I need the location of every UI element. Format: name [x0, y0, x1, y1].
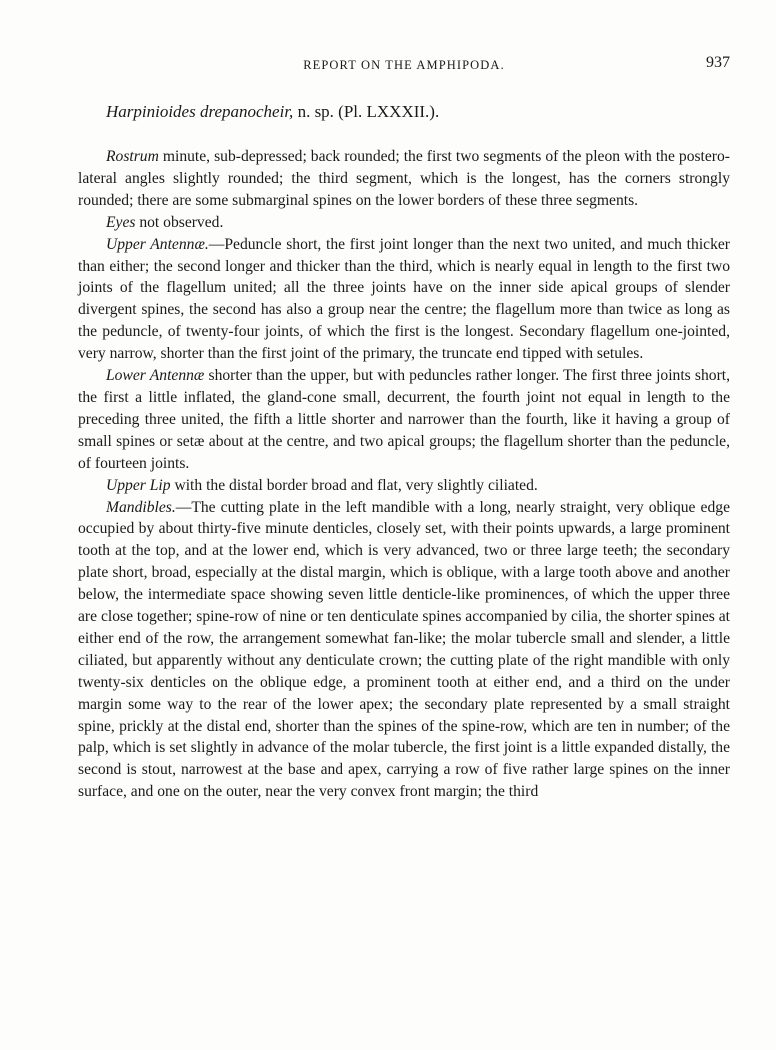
paragraph-lead: Eyes: [106, 213, 136, 231]
paragraph-lead: Upper Lip: [106, 476, 171, 494]
species-name: Harpinioides drepanocheir,: [106, 102, 294, 121]
paragraph-upper-lip: [78, 475, 730, 497]
paragraph-lower-antennae: [78, 365, 730, 475]
species-note: n. sp. (Pl. LXXXII.).: [293, 102, 440, 121]
page-number: 937: [706, 54, 730, 71]
paragraph-eyes: [78, 212, 730, 234]
paragraph-lead: Upper Antennæ.: [106, 235, 209, 253]
paragraph-lead: Mandibles.: [106, 498, 176, 516]
paragraph-text: with the distal border broad and flat, very slightly ciliated.: [170, 476, 538, 494]
page-header: [78, 52, 730, 80]
paragraph-mandibles: [78, 497, 730, 804]
paragraph-text: minute, sub-depressed; back rounded; the first two segments of the pleon with the postero-lateral angles slightly rounded; the third segment, which is the longest, has the corners strongly rounded; there are some submarginal spines on the lower borders of these three segments.: [78, 148, 730, 209]
document-page: [78, 52, 730, 803]
paragraph-text: shorter than the upper, but with peduncles rather longer. The first three joints short, the first a little inflated, the gland-cone small, decurrent, the fourth joint not equal in length to the preceding three united, the fifth a little shorter and narrower than the fourth, like it having a group of small spines or setæ about at the centre, and two apical groups; the flagellum shorter than the peduncle, of fourteen joints.: [78, 367, 730, 472]
paragraph-upper-antennae: [78, 234, 730, 365]
paragraph-text: —The cutting plate in the left mandible with a long, nearly straight, very oblique edge occupied by about thirty-five minute denticles, closely set, with their points upwards, a large prominent tooth at the top, and at the lower end, which is very advanced, two or three large teeth; the secondary plate short, broad, especially at the distal margin, which is oblique, with a large tooth above and another below, the intermediate space showing seven little denticle-like prominences, of which the upper three are close together; spine-row of nine or ten denticulate spines accompanied by cilia, the shorter spines at either end of the row, the arrangement somewhat fan-like; the molar tubercle small and slender, a little ciliated, but apparently without any denticulate crown; the cutting plate of the right mandible with only twenty-six denticles on the oblique edge, a prominent tooth at either end, and a third on the under margin some way to the rear of the lower apex; the secondary plate represented by a small straight spine, prickly at the distal end, shorter than the spines of the spine-row, which are ten in number; of the palp, which is set slightly in advance of the molar tubercle, the first joint is a little expanded distally, the second is stout, narrowest at the base and apex, carrying a row of five rather large spines on the inner surface, and one on the outer, near the very convex front margin; the third: [78, 498, 730, 801]
paragraph-rostrum: [78, 146, 730, 212]
paragraph-lead: Lower Antennæ: [106, 367, 205, 385]
paragraph-text: —Peduncle short, the first joint longer than the next two united, and much thicker than either; the second longer and thicker than the third, which is nearly equal in length to the first two joints of the flagellum united; all the three joints have on the inner side apical groups of slender divergent spines, the second has also a group near the centre; the flagellum more than twice as long as the peduncle, of twenty-four joints, of which the first is the longest. Secondary flagellum one-jointed, very narrow, shorter than the first joint of the primary, the truncate end tipped with setules.: [78, 235, 730, 363]
paragraph-text: not observed.: [135, 213, 224, 231]
running-head: REPORT ON THE AMPHIPODA.: [303, 58, 505, 72]
description-body: [78, 146, 730, 803]
paragraph-lead: Rostrum: [106, 148, 159, 165]
species-heading: [106, 102, 730, 122]
